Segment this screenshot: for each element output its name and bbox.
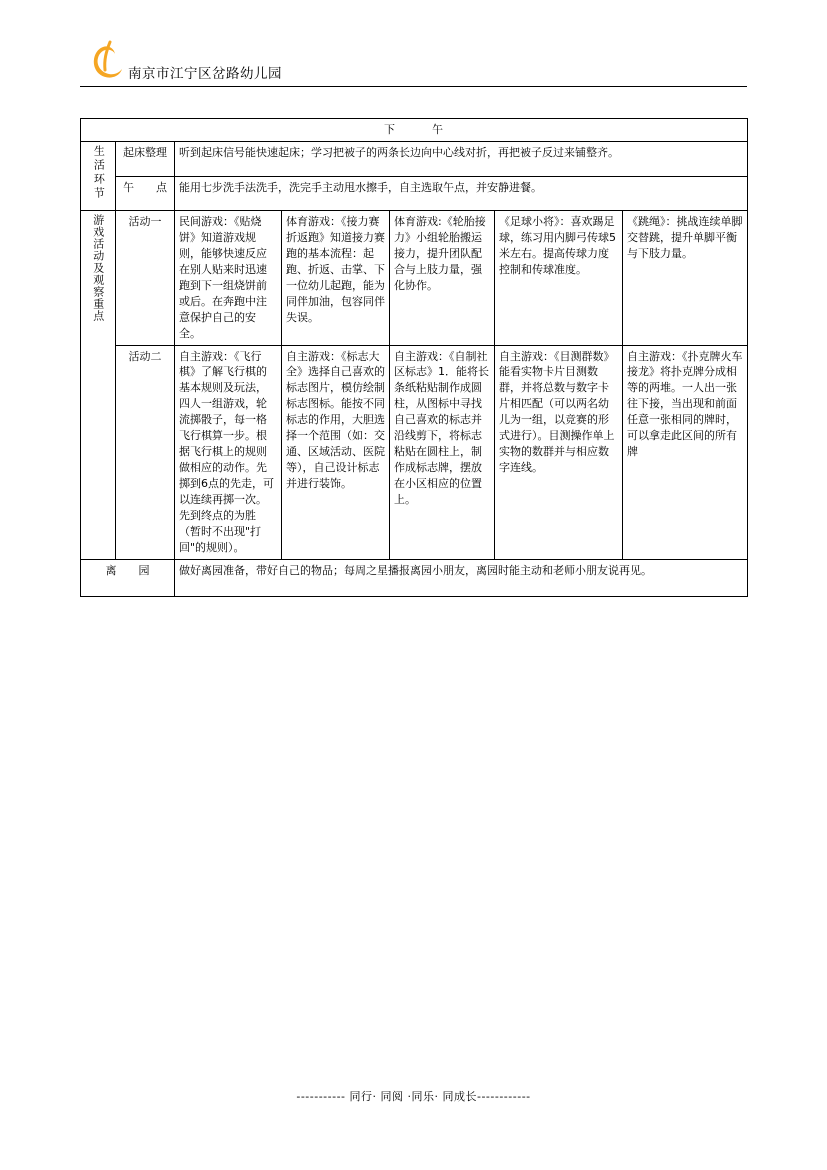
activity-two-cell-4: 自主游戏：《目测群数》能看实物卡片目测数群，并将总数与数字卡片相匹配（可以两名幼儿为一组，以竞赛的形式进行）。目测操作单上实物的数群并与相应数字连线。 <box>495 345 623 559</box>
activity-two-cell-1: 自主游戏：《飞行棋》了解飞行棋的基本规则及玩法，四人一组游戏，轮流掷骰子，每一格飞行棋算一步。根据飞行棋上的规则做相应的动作。先掷到6点的先走，可以连续再掷一次。先到终点的为胜（暂时不出现"打回"的规则）。 <box>175 345 282 559</box>
section-label-games: 游戏活动及观察重点 <box>81 211 116 560</box>
afternoon-title-cell <box>81 119 748 142</box>
activity-one-cell-1: 民间游戏：《贴烧饼》知道游戏规则，能够快速反应在别人贴来时迅速跑到下一组烧饼前或后。在奔跑中注意保护自己的安全。 <box>175 211 282 346</box>
organization-name: 南京市江宁区岔路幼儿园 <box>128 66 282 82</box>
activity-one-cell-5: 《跳绳》：挑战连续单脚交替跳，提升单脚平衡与下肢力量。 <box>623 211 748 346</box>
activity-one-cell-4: 《足球小将》：喜欢踢足球，练习用内脚弓传球5米左右。提高传球力度控制和传球准度。 <box>495 211 623 346</box>
header-divider <box>80 86 747 87</box>
afternoon-title: 下 午 <box>384 123 445 136</box>
row-label-activity-two: 活动二 <box>116 345 175 559</box>
section-label-dismissal: 离 园 <box>81 559 175 596</box>
activity-two-cell-3: 自主游戏：《自制社区标志》1．能将长条纸粘贴制作成圆柱，从图标中寻找自己喜欢的标志并沿线剪下，将标志粘贴在圆柱上，制作成标志牌，摆放在小区相应的位置上。 <box>390 345 495 559</box>
document-header <box>80 40 747 88</box>
row-label-activity-one: 活动一 <box>116 211 175 346</box>
schedule-table <box>80 118 748 597</box>
row-content-dismissal: 做好离园准备，带好自己的物品；每周之星播报离园小朋友，离园时能主动和老师小朋友说再见。 <box>175 559 748 596</box>
table-row <box>81 211 748 346</box>
activity-two-cell-5: 自主游戏：《扑克牌火车接龙》将扑克牌分成相等的两堆。一人出一张往下接，当出现和前面任意一张相同的牌时，可以拿走此区间的所有牌 <box>623 345 748 559</box>
row-content-snack: 能用七步洗手法洗手，洗完手主动甩水擦手，自主选取午点，并安静进餐。 <box>175 176 748 211</box>
table-row <box>81 559 748 596</box>
row-label-wakeup: 起床整理 <box>116 142 175 177</box>
table-row <box>81 142 748 177</box>
table-title-row <box>81 119 748 142</box>
section-label-life: 生活环节 <box>81 142 116 211</box>
activity-one-cell-2: 体育游戏：《接力赛折返跑》知道接力赛跑的基本流程：起跑、折返、击掌、下一位幼儿起跑，能为同伴加油，包容同伴失误。 <box>282 211 390 346</box>
activity-one-cell-3: 体育游戏:《轮胎接力》小组轮胎搬运接力，提升团队配合与上肢力量，强化协作。 <box>390 211 495 346</box>
table-row <box>81 345 748 559</box>
row-content-wakeup: 听到起床信号能快速起床；学习把被子的两条长边向中心线对折，再把被子反过来铺整齐。 <box>175 142 748 177</box>
page-footer: ----------- 同行· 同阅 ·同乐· 同成长------------ <box>296 1090 531 1103</box>
row-label-snack: 午 点 <box>116 176 175 211</box>
swirl-logo-icon <box>90 40 124 84</box>
activity-two-cell-2: 自主游戏：《标志大全》选择自己喜欢的标志图片，模仿绘制标志图标。能按不同标志的作用，大胆选择一个范围（如：交通、区域活动、医院等），自己设计标志并进行装饰。 <box>282 345 390 559</box>
table-row <box>81 176 748 211</box>
